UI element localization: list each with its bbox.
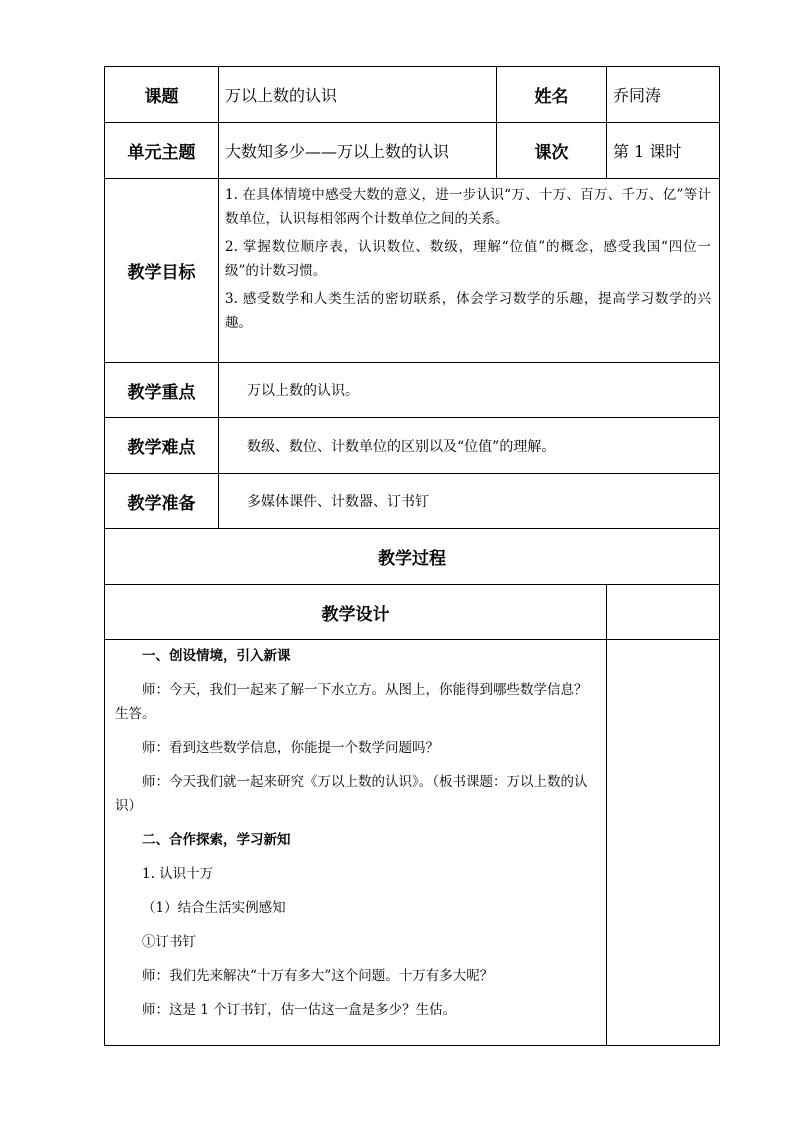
paragraph: 师：我们先来解决“十万有多大”这个问题。十万有多大呢？ [142, 968, 494, 984]
key-point-value: 万以上数的认识。 [219, 363, 720, 418]
key-point-row [105, 363, 720, 418]
objectives-row [105, 179, 720, 363]
preparation-value: 多媒体课件、计数器、订书钉 [219, 474, 720, 529]
difficulty-value: 数级、数位、计数单位的区别以及“位值”的理解。 [219, 418, 720, 474]
section-heading: 一、创设情境，引入新课 [142, 648, 291, 664]
process-title: 教学过程 [105, 529, 720, 585]
objective-item: 1. 在具体情境中感受大数的意义，进一步认识“万、十万、百万、千万、亿”等计数单位，认识每相邻两个计数单位之间的关系。 [225, 187, 712, 227]
paragraph: 1. 认识十万 [142, 866, 214, 882]
design-content [105, 640, 607, 1046]
lesson-label: 课次 [497, 123, 607, 179]
objectives-content [219, 179, 720, 363]
section-heading: 二、合作探索，学习新知 [142, 832, 291, 848]
unit-label: 单元主题 [105, 123, 219, 179]
process-row [105, 529, 720, 585]
unit-value: 大数知多少——万以上数的认识 [219, 123, 497, 179]
paragraph: 师：今天，我们一起来了解一下水立方。从图上，你能得到哪些数学信息？生答。 [115, 682, 588, 722]
topic-label: 课题 [105, 67, 219, 123]
objective-item: 2. 掌握数位顺序表，认识数位、数级，理解“位值”的概念，感受我国“四位一级”的计数习惯。 [225, 239, 712, 279]
paragraph: 师：这是 1 个订书钉，估一估这一盒是多少？生估。 [142, 1002, 457, 1018]
key-point-label: 教学重点 [105, 363, 219, 418]
preparation-row [105, 474, 720, 529]
objectives-label: 教学目标 [105, 179, 219, 363]
topic-row [105, 67, 720, 123]
notes-header-cell [607, 585, 720, 640]
preparation-label: 教学准备 [105, 474, 219, 529]
notes-body-cell [607, 640, 720, 1046]
design-header-row [105, 585, 720, 640]
design-body-row [105, 640, 720, 1046]
paragraph: （1）结合生活实例感知 [142, 900, 286, 916]
lesson-value: 第 1 课时 [607, 123, 720, 179]
design-title: 教学设计 [105, 585, 607, 640]
paragraph: 师：今天我们就一起来研究《万以上数的认识》。（板书课题：万以上数的认识） [115, 774, 588, 814]
unit-row [105, 123, 720, 179]
difficulty-row [105, 418, 720, 474]
topic-value: 万以上数的认识 [219, 67, 497, 123]
difficulty-label: 教学难点 [105, 418, 219, 474]
paragraph: 师：看到这些数学信息，你能提一个数学问题吗？ [142, 740, 439, 756]
paragraph: ①订书钉 [142, 934, 196, 950]
lesson-plan-table [104, 66, 720, 1046]
objective-item: 3. 感受数学和人类生活的密切联系，体会学习数学的乐趣，提高学习数学的兴趣。 [225, 291, 712, 331]
name-label: 姓名 [497, 67, 607, 123]
name-value: 乔同涛 [607, 67, 720, 123]
